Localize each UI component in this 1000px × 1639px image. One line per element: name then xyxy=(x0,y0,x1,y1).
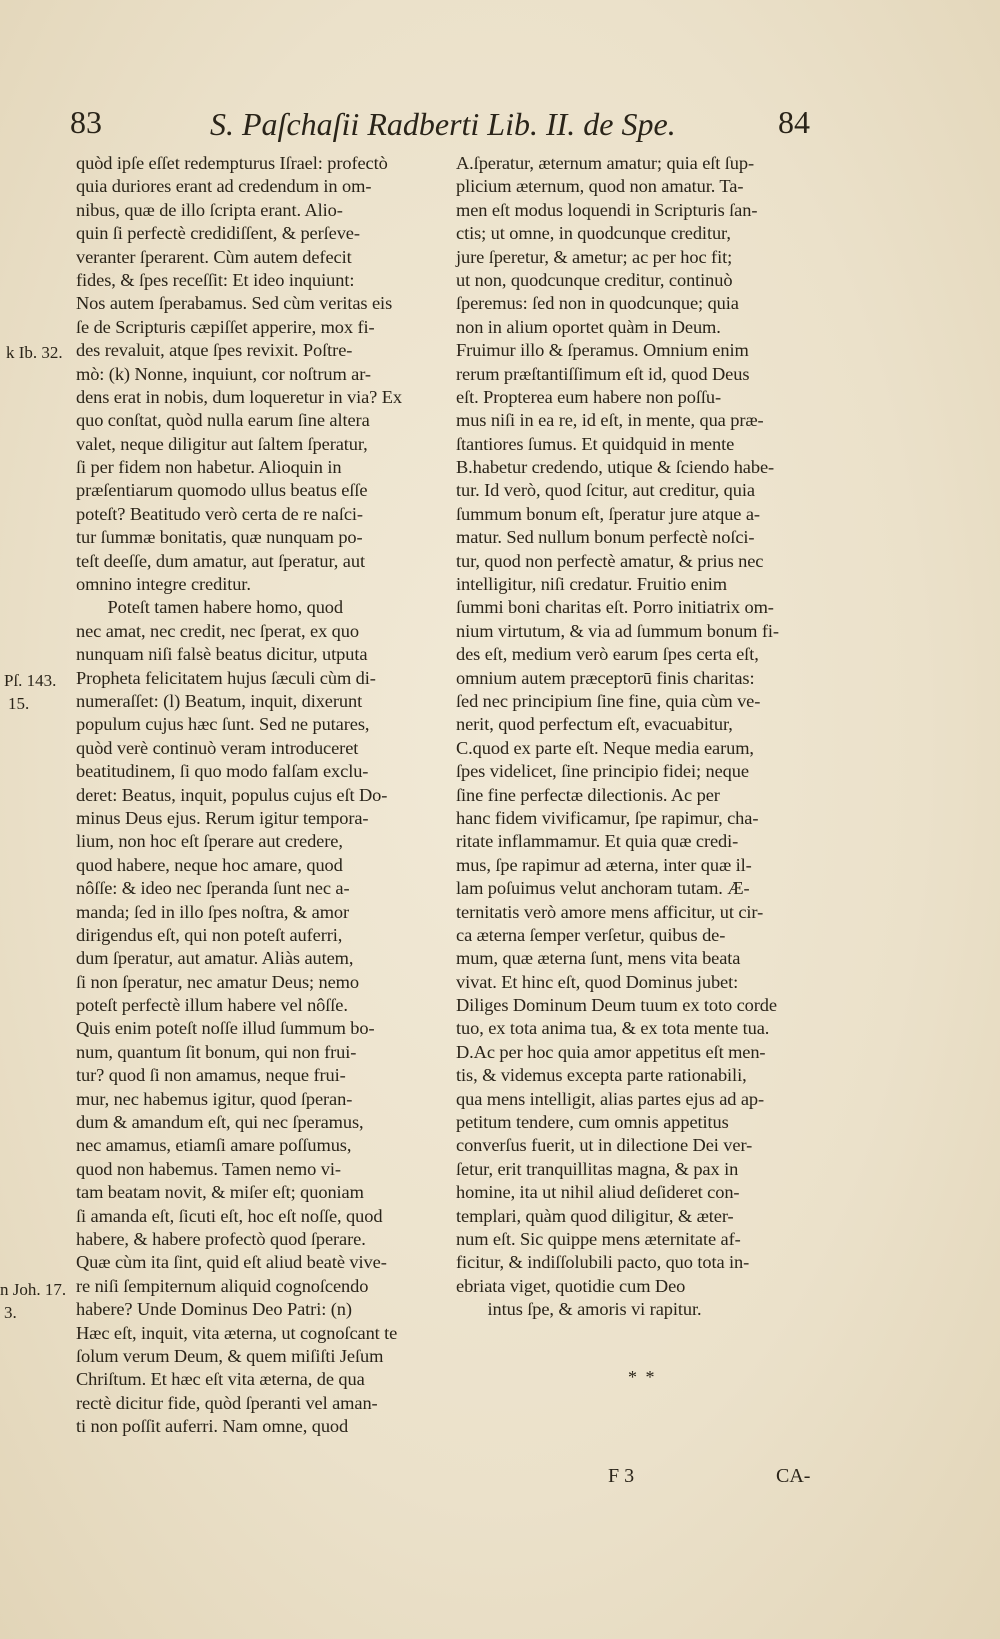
text-line: populum cujus hæc ſunt. Sed ne putares, xyxy=(76,714,370,735)
text-line: rectè dicitur fide, quòd ſperanti vel aman- xyxy=(76,1392,378,1413)
text-line: jure ſperetur, & ametur; ac per hoc fit; xyxy=(456,246,733,267)
margin-note-ps143-verse: 15. xyxy=(8,694,30,713)
text-line: ca æterna ſemper verſetur, quibus de- xyxy=(456,924,726,945)
text-line: ſperemus: ſed non in quodcunque; quia xyxy=(456,293,739,314)
text-line: Fruimur illo & ſperamus. Omnium enim xyxy=(456,340,749,361)
text-line: omnino integre creditur. xyxy=(76,574,251,595)
text-line: ficitur, & indiſſolubili pacto, quo tota in- xyxy=(456,1252,750,1273)
text-line: ſi amanda eſt, ſicuti eſt, hoc eſt noſſe, quod xyxy=(76,1205,383,1226)
text-line: quòd verè continuò veram introduceret xyxy=(76,737,359,758)
text-line: Nos autem ſperabamus. Sed cùm veritas eis xyxy=(76,293,393,314)
text-line: quo conſtat, quòd nulla earum ſine altera xyxy=(76,410,370,431)
text-line: petitum tendere, cum omnis appetitus xyxy=(456,1112,729,1133)
text-line: D.Ac per hoc quia amor appetitus eſt men- xyxy=(456,1041,766,1062)
margin-note-ps143: Pſ. 143. xyxy=(4,671,57,690)
signature-mark: F 3 xyxy=(608,1465,635,1487)
text-line: Poteſt tamen habere homo, quod xyxy=(76,597,343,618)
text-line: nec amat, nec credit, nec ſperat, ex quo xyxy=(76,620,359,641)
text-line: B.habetur credendo, utique & ſciendo habe- xyxy=(456,457,775,478)
text-line: des revaluit, atque ſpes revixit. Poſtre- xyxy=(76,340,353,361)
text-line: nunquam niſi falsè beatus dicitur, utputa xyxy=(76,644,368,665)
text-line: ſtantiores ſumus. Et quidquid in mente xyxy=(456,433,735,454)
margin-note-joh17: n Joh. 17. xyxy=(0,1280,67,1299)
text-line: ritate inflammamur. Et quia quæ credi- xyxy=(456,831,739,852)
text-line: qua mens intelligit, alias partes ejus ad ap- xyxy=(456,1088,765,1109)
text-line: deret: Beatus, inquit, populus cujus eſt Do- xyxy=(76,784,388,805)
text-line: ebriata viget, quotidie cum Deo xyxy=(456,1275,686,1296)
text-line: tur? quod ſi non amamus, neque frui- xyxy=(76,1065,346,1086)
text-line: des eſt, medium verò earum ſpes certa eſt, xyxy=(456,644,759,665)
text-line: Diliges Dominum Deum tuum ex toto corde xyxy=(456,995,777,1016)
page-number-left: 83 xyxy=(70,104,102,140)
text-line: ſummi boni charitas eſt. Porro initiatrix om- xyxy=(456,597,774,618)
text-line: habere, & habere profectò quod ſperare. xyxy=(76,1228,366,1249)
text-line: tuo, ex tota anima tua, & ex tota mente tua. xyxy=(456,1018,770,1039)
text-line: quod habere, neque hoc amare, quod xyxy=(76,854,343,875)
text-line: Chriſtum. Et hæc eſt vita æterna, de qua xyxy=(76,1369,365,1390)
margin-note-joh17-verse: 3. xyxy=(4,1303,17,1322)
text-line: nec amamus, etiamſi amare poſſumus, xyxy=(76,1135,352,1156)
text-line: rerum præſtantiſſimum eſt id, quod Deus xyxy=(456,363,750,384)
text-line: num, quantum ſit bonum, qui non frui- xyxy=(76,1041,357,1062)
text-line: tam beatam novit, & miſer eſt; quoniam xyxy=(76,1182,364,1203)
text-line: tur ſummæ bonitatis, quæ nunquam po- xyxy=(76,527,363,548)
text-line: eſt. Propterea eum habere non poſſu- xyxy=(456,386,722,407)
left-text-column xyxy=(76,152,450,1438)
text-line: non in alium oportet quàm in Deum. xyxy=(456,316,721,337)
text-line: tur. Id verò, quod ſcitur, aut creditur, quia xyxy=(456,480,755,501)
text-line: dum ſperatur, aut amatur. Aliàs autem, xyxy=(76,948,354,969)
text-line: mur, nec habemus igitur, quod ſperan- xyxy=(76,1088,353,1109)
text-line: mus niſi in ea re, id eſt, in mente, qua præ- xyxy=(456,410,764,431)
text-line: men eſt modus loquendi in Scripturis ſan- xyxy=(456,199,758,220)
text-line: intelligitur, niſi credatur. Fruitio enim xyxy=(456,574,727,595)
text-line: præſentiarum quomodo ullus beatus eſſe xyxy=(76,480,368,501)
text-line: mus, ſpe rapimur ad æterna, inter quæ il- xyxy=(456,854,752,875)
text-line: templari, quàm quod diligitur, & æter- xyxy=(456,1205,734,1226)
text-line: mum, quæ æterna ſunt, mens vita beata xyxy=(456,948,741,969)
text-line: ſine fine perfectæ dilectionis. Ac per xyxy=(456,784,720,805)
text-line: ſpes videlicet, ſine principio fidei; neque xyxy=(456,761,749,782)
text-line: C.quod ex parte eſt. Neque media earum, xyxy=(456,737,754,758)
text-line: veranter ſperarent. Cùm autem defecit xyxy=(76,246,352,267)
text-line: ſetur, erit tranquillitas magna, & pax in xyxy=(456,1158,739,1179)
text-line: quia duriores erant ad credendum in om- xyxy=(76,176,372,197)
text-line: lam poſuimus velut anchoram tutam. Æ- xyxy=(456,878,750,899)
text-line: quòd ipſe eſſet redempturus Iſrael: profectò xyxy=(76,153,388,173)
text-line: tis, & videmus excepta parte rationabili, xyxy=(456,1065,747,1086)
text-line: dum & amandum eſt, qui nec ſperamus, xyxy=(76,1112,364,1133)
margin-note-ib32: k Ib. 32. xyxy=(6,343,63,362)
text-line: tur, quod non perfectè amatur, & prius nec xyxy=(456,550,764,571)
text-line: poteſt? Beatitudo verò certa de re naſci- xyxy=(76,503,363,524)
running-header xyxy=(70,104,810,148)
text-line: nerit, quod perfectum eſt, evacuabitur, xyxy=(456,714,733,735)
text-line: habere? Unde Dominus Deo Patri: (n) xyxy=(76,1299,352,1320)
text-line: A.ſperatur, æternum amatur; quia eſt ſup- xyxy=(456,153,755,173)
text-line: Quis enim poteſt noſſe illud ſummum bo- xyxy=(76,1018,375,1039)
text-line: vivat. Et hinc eſt, quod Dominus jubet: xyxy=(456,971,739,992)
text-line: nibus, quæ de illo ſcripta erant. Alio- xyxy=(76,199,343,220)
text-line: fides, & ſpes receſſit: Et ideo inquiunt: xyxy=(76,269,355,290)
text-line: intus ſpe, & amoris vi rapitur. xyxy=(456,1299,702,1320)
text-line: ſed nec principium ſine fine, quia cùm ve- xyxy=(456,690,761,711)
text-line: ternitatis verò amore mens afficitur, ut cir- xyxy=(456,901,764,922)
page-number-right: 84 xyxy=(778,104,810,140)
text-line: ſolum verum Deum, & quem miſiſti Jeſum xyxy=(76,1345,384,1366)
text-line: converſus fuerit, ut in dilectione Dei ver- xyxy=(456,1135,753,1156)
text-line: nium virtutum, & via ad ſummum bonum fi- xyxy=(456,620,779,641)
text-line: mò: (k) Nonne, inquiunt, cor noſtrum ar- xyxy=(76,363,371,384)
text-line: plicium æternum, quod non amatur. Ta- xyxy=(456,176,744,197)
text-line: Propheta felicitatem hujus ſæculi cùm di- xyxy=(76,667,376,688)
text-line: teſt deeſſe, dum amatur, aut ſperatur, aut xyxy=(76,550,365,571)
text-line: re niſi ſempiternum aliquid cognoſcendo xyxy=(76,1275,369,1296)
text-line: beatitudinem, ſi quo modo falſam exclu- xyxy=(76,761,369,782)
text-line: valet, neque diligitur aut ſaltem ſperatur, xyxy=(76,433,368,454)
text-line: poteſt perfectè illum habere vel nôſſe. xyxy=(76,995,348,1016)
running-title: S. Paſchaſii Radberti Lib. II. de Spe. xyxy=(210,106,676,142)
text-line: omnium autem præceptorū finis charitas: xyxy=(456,667,755,688)
text-line: ctis; ut omne, in quodcunque creditur, xyxy=(456,223,731,244)
text-line: num eſt. Sic quippe mens æternitate af- xyxy=(456,1228,741,1249)
text-line: ſi non ſperatur, nec amatur Deus; nemo xyxy=(76,971,359,992)
text-line: dirigendus eſt, qui non poteſt auferri, xyxy=(76,924,343,945)
text-line: lium, non hoc eſt ſperare aut credere, xyxy=(76,831,343,852)
text-line: Quæ cùm ita ſint, quid eſt aliud beatè vive- xyxy=(76,1252,387,1273)
asterism-ornament: * * xyxy=(628,1367,657,1387)
text-line: matur. Sed nullum bonum perfectè noſci- xyxy=(456,527,755,548)
text-line: dens erat in nobis, dum loqueretur in via? Ex xyxy=(76,386,402,407)
text-line: ſi per fidem non habetur. Alioquin in xyxy=(76,457,342,478)
text-line: manda; ſed in illo ſpes noſtra, & amor xyxy=(76,901,350,922)
text-line: Hæc eſt, inquit, vita æterna, ut cognoſcant te xyxy=(76,1322,398,1343)
text-line: ſe de Scripturis cæpiſſet apperire, mox fi- xyxy=(76,316,375,337)
text-line: ti non poſſit auferri. Nam omne, quod xyxy=(76,1416,349,1437)
catchword: CA- xyxy=(776,1465,811,1487)
text-line: nôſſe: & ideo nec ſperanda ſunt nec a- xyxy=(76,878,350,899)
text-line: minus Deus ejus. Rerum igitur tempora- xyxy=(76,807,369,828)
text-line: ut non, quodcunque creditur, continuò xyxy=(456,269,733,290)
text-line: ſummum bonum eſt, ſperatur jure atque a- xyxy=(456,503,760,524)
text-line: homine, ita ut nihil aliud deſideret con- xyxy=(456,1182,740,1203)
text-line: hanc fidem vivificamur, ſpe rapimur, cha- xyxy=(456,807,759,828)
text-line: numeraſſet: (l) Beatum, inquit, dixerunt xyxy=(76,690,363,711)
right-text-column xyxy=(456,152,818,1322)
text-line: quin ſi perfectè credidiſſent, & perſeve- xyxy=(76,223,360,244)
text-line: quod non habemus. Tamen nemo vi- xyxy=(76,1158,341,1179)
